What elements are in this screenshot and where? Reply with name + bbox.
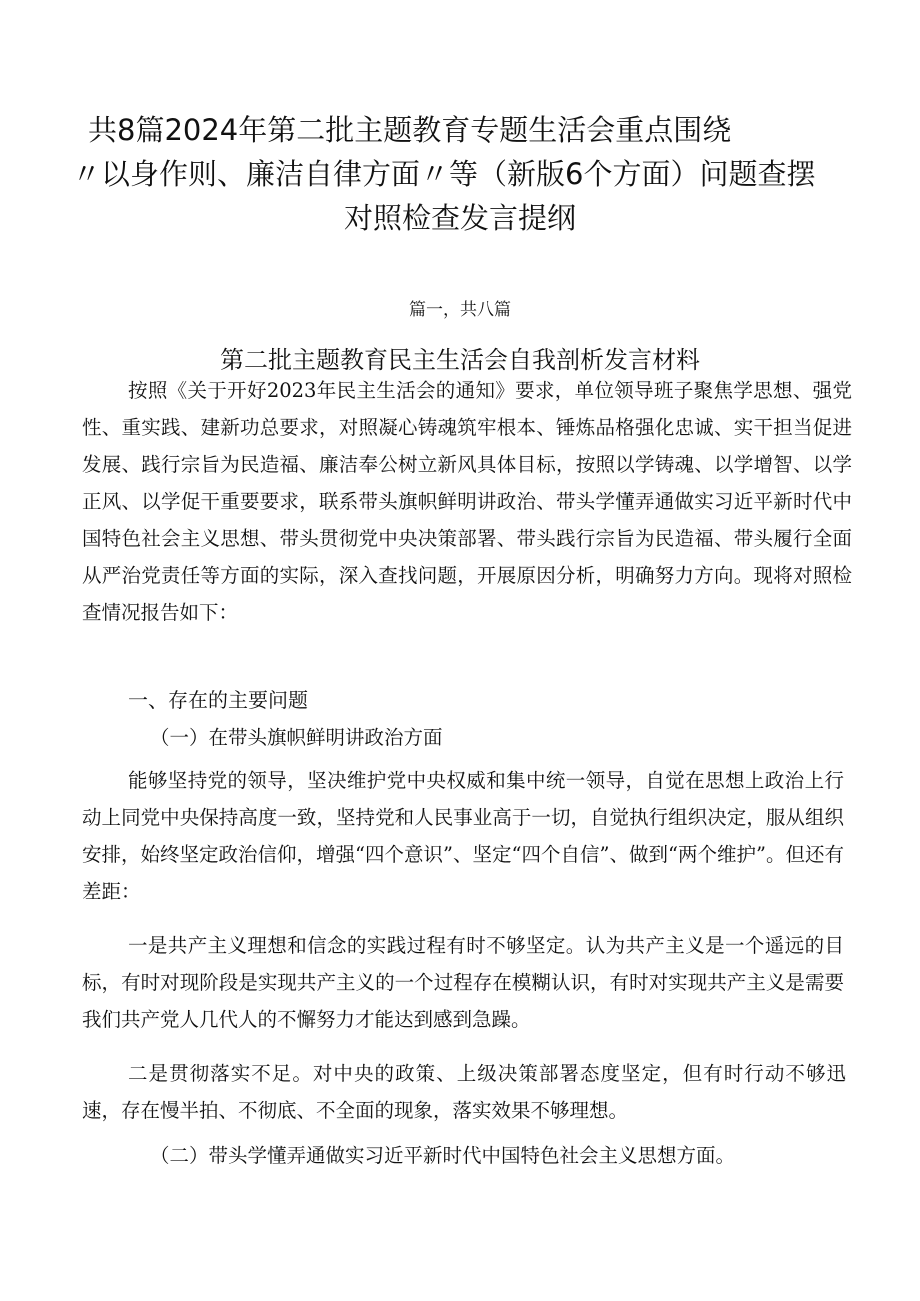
intro-paragraph: 按照《关于开好2023年民主生活会的通知》要求，单位领导班子聚焦学思想、强党性、重实践、建新功总要求，对照凝心铸魂筑牢根本、锤炼品格强化忠诚、实干担当促进发展、践行宗旨为民造福、廉洁奉公树立新风具体目标，按照以学铸魂、以学增智、以学正风、以学促干重要要求，联系带头旗帜鲜明讲政治、带头学懂弄通做实习近平新时代中国特色社会主义思想、带头贯彻党中央决策部署、带头践行宗旨为民造福、带头履行全面从严治党责任等方面的实际，深入查找问题，开展原因分析，明确努力方向。现将对照检查情况报告如下： <box>82 379 852 624</box>
document-title-line-3: 对照检查发言提纲 <box>343 201 576 235</box>
document-title-line-2: 〃以身作则、廉洁自律方面〃等（新版6个方面）问题查摆 <box>72 157 816 191</box>
article-subtitle: 第二批主题教育民主生活会自我剖析发言材料 <box>220 346 700 374</box>
subsection-heading-2: （二）带头学懂弄通做实习近平新时代中国特色社会主义思想方面。 <box>150 1144 736 1167</box>
subsection-heading-1: （一）在带头旗帜鲜明讲政治方面 <box>150 726 443 749</box>
chapter-label: 篇一，共八篇 <box>409 300 511 320</box>
paragraph-1: 能够坚持党的领导，坚决维护党中央权威和集中统一领导，自觉在思想上政治上行动上同党中央保持高度一致，坚持党和人民事业高于一切，自觉执行组织决定，服从组织安排，始终坚定政治信仰，增强“四个意识”、坚定“四个自信”、做到“两个维护”。但还有差距： <box>82 769 844 903</box>
document-title-line-1: 共8篇2024年第二批主题教育专题生活会重点围绕 <box>88 113 732 147</box>
paragraph-3: 二是贯彻落实不足。对中央的政策、上级决策部署态度坚定，但有时行动不够迅速，存在慢半拍、不彻底、不全面的现象，落实效果不够理想。 <box>82 1062 846 1122</box>
paragraph-2: 一是共产主义理想和信念的实践过程有时不够坚定。认为共产主义是一个遥远的目标，有时对现阶段是实现共产主义的一个过程存在模糊认识，有时对实现共产主义是需要我们共产党人几代人的不懈努力才能达到感到急躁。 <box>82 934 844 1031</box>
section-heading: 一、存在的主要问题 <box>128 688 308 712</box>
